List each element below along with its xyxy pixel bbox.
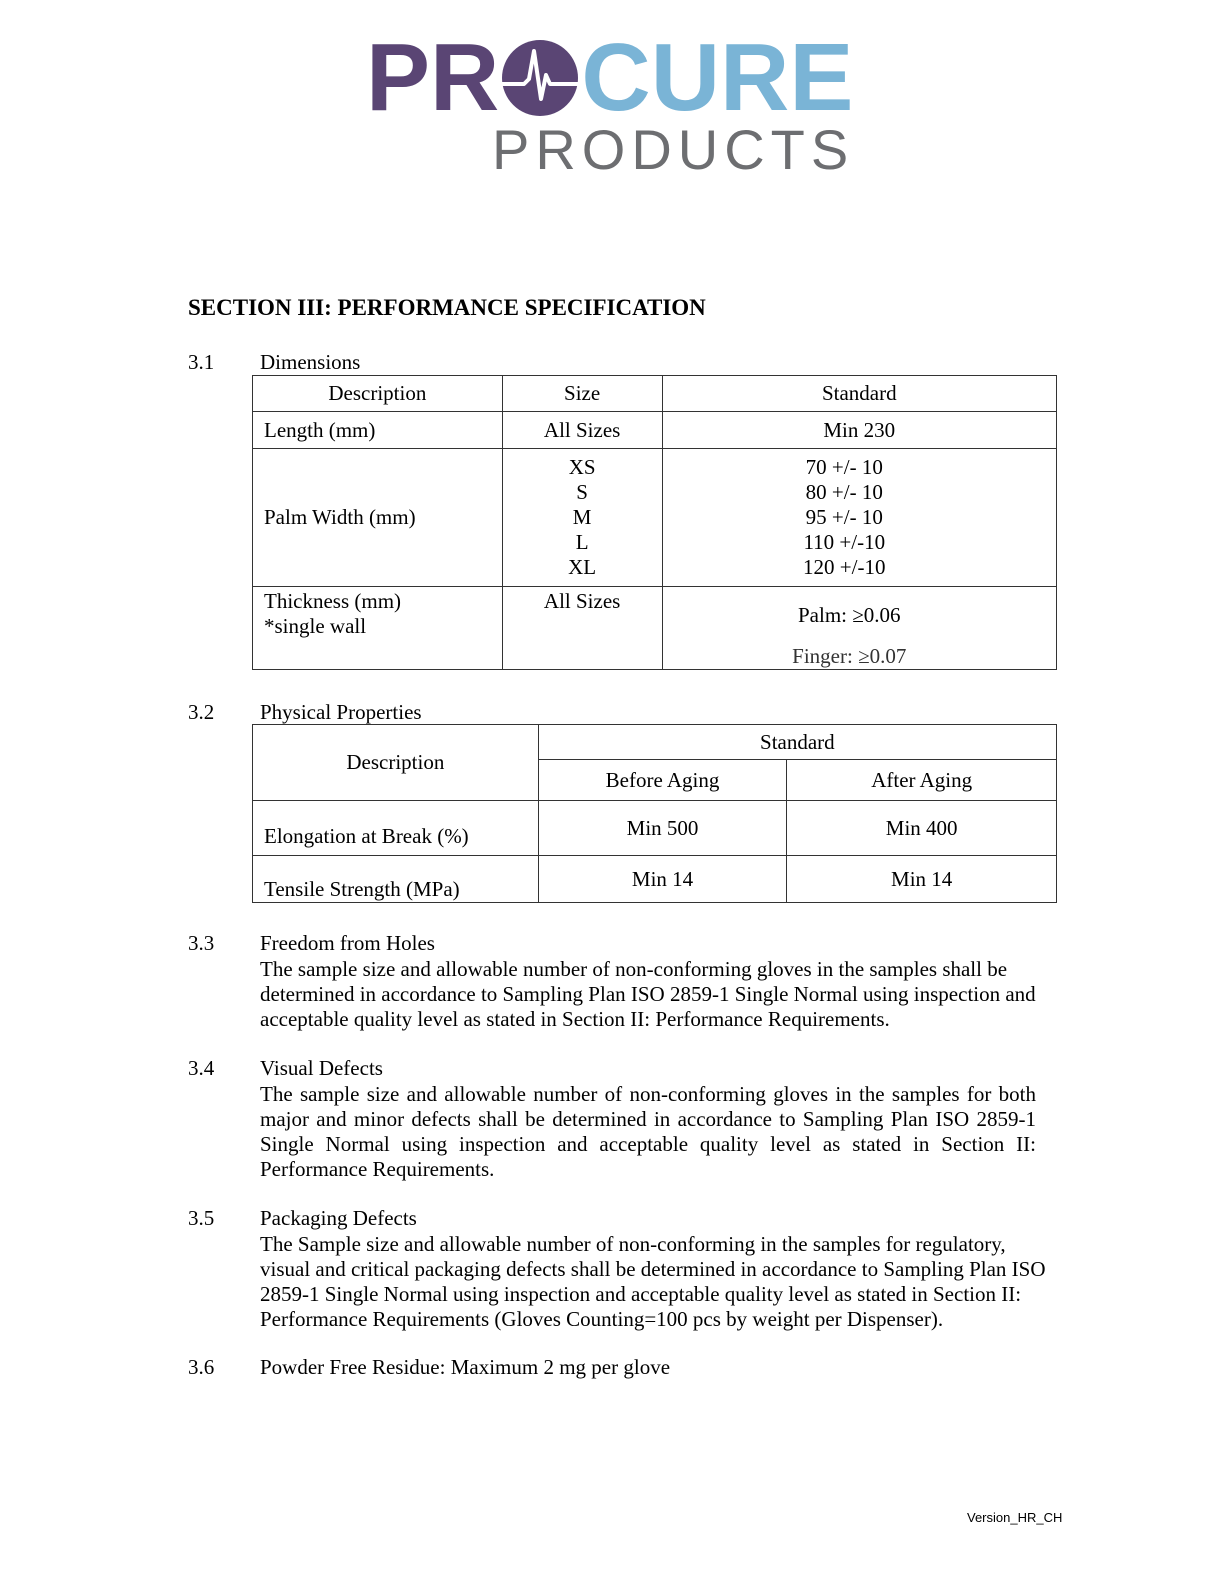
section-title: SECTION III: PERFORMANCE SPECIFICATION: [188, 295, 706, 320]
cell-before: Min 500: [538, 801, 787, 856]
section-3-1-number: 3.1: [188, 350, 215, 374]
table-row: [253, 587, 1057, 670]
header-standard: Standard: [662, 376, 1056, 412]
table-row: [253, 449, 1057, 587]
section-3-2-title: Physical Properties: [260, 700, 422, 724]
table-header-row: [253, 725, 1057, 760]
cell-standard: [662, 587, 1056, 670]
standard-xs: 70 +/- 10: [805, 455, 883, 479]
table-row: [253, 801, 1057, 856]
section-3-5-number: 3.5: [188, 1206, 215, 1230]
section-3-4-title: Visual Defects: [260, 1056, 383, 1080]
table-row: [253, 412, 1057, 449]
size-xl: XL: [568, 555, 597, 579]
section-3-4-body: The sample size and allowable number of non-conforming gloves in the samples for both major and minor defects shall be determined in accordance to Sampling Plan ISO 2859-1 Single Normal using inspection and acceptable quality level as stated in Section II: Performance Requirements.: [260, 1082, 1036, 1181]
cell-after: Min 14: [787, 856, 1057, 903]
section-3-5-title: Packaging Defects: [260, 1206, 417, 1230]
section-3-3-body: The sample size and allowable number of non-conforming gloves in the samples shall be determined in accordance to Sampling Plan ISO 2859-1 Single Normal using inspection and acceptable quality level as stated in Section II: Performance Requirements.: [260, 957, 1036, 1031]
cell-description: [253, 587, 503, 670]
standard-xl: 120 +/-10: [803, 555, 886, 579]
procure-products-logo: [366, 24, 856, 181]
size-l: L: [575, 530, 589, 554]
logo-wordmark: [366, 24, 854, 131]
size-s: S: [576, 480, 588, 504]
header-description: Description: [253, 725, 539, 801]
header-standard: Standard: [538, 725, 1056, 760]
section-3-4-number: 3.4: [188, 1056, 215, 1080]
logo-text-cure: CURE: [581, 24, 854, 131]
cell-description: Tensile Strength (MPa): [253, 856, 539, 903]
logo-text-pr: PR: [366, 24, 500, 131]
size-m: M: [572, 505, 592, 529]
cell-description: Elongation at Break (%): [253, 801, 539, 856]
header-after-aging: After Aging: [787, 760, 1057, 801]
dimensions-table: [252, 375, 1057, 670]
cell-after: Min 400: [787, 801, 1057, 856]
header-description: Description: [253, 376, 503, 412]
table-header-row: [253, 376, 1057, 412]
size-xs: XS: [568, 455, 596, 479]
logo-subtitle: PRODUCTS: [492, 118, 855, 181]
cell-description: Length (mm): [253, 412, 503, 449]
cell-description: Palm Width (mm): [253, 449, 503, 587]
section-3-3-title: Freedom from Holes: [260, 931, 435, 955]
section-3-5-body: The Sample size and allowable number of non-conforming in the samples for regulatory, visual and critical packaging defects shall be determined in accordance to Sampling Plan ISO 2859-1 Single Normal using inspection and acceptable quality level as stated in Section II: Performance Requirements (Gloves Counting=100 pcs by weight per Dispenser).: [260, 1232, 1046, 1331]
standard-s: 80 +/- 10: [805, 480, 883, 504]
physical-properties-table: [252, 724, 1057, 903]
version-label: Version_HR_CH: [967, 1510, 1063, 1525]
standard-m: 95 +/- 10: [805, 505, 883, 529]
cell-standard: Min 230: [662, 412, 1056, 449]
cell-size: All Sizes: [502, 587, 662, 670]
section-3-1-title: Dimensions: [260, 350, 361, 374]
section-3-2-number: 3.2: [188, 700, 215, 724]
section-3-6-number: 3.6: [188, 1355, 215, 1379]
standard-l: 110 +/-10: [803, 530, 886, 554]
thickness-label: Thickness (mm): [264, 589, 402, 613]
header-before-aging: Before Aging: [538, 760, 787, 801]
section-3-3-number: 3.3: [188, 931, 215, 955]
header-size: Size: [502, 376, 662, 412]
thickness-note: *single wall: [264, 614, 367, 638]
cell-sizes: [502, 449, 662, 587]
table-row: [253, 856, 1057, 903]
cell-size: All Sizes: [502, 412, 662, 449]
finger-thickness: Finger: ≥0.07: [792, 644, 907, 668]
cell-standards: [662, 449, 1056, 587]
palm-thickness: Palm: ≥0.06: [798, 603, 901, 627]
section-3-6-text: Powder Free Residue: Maximum 2 mg per glove: [260, 1355, 671, 1379]
cell-before: Min 14: [538, 856, 787, 903]
heartbeat-o-icon: [500, 39, 580, 117]
